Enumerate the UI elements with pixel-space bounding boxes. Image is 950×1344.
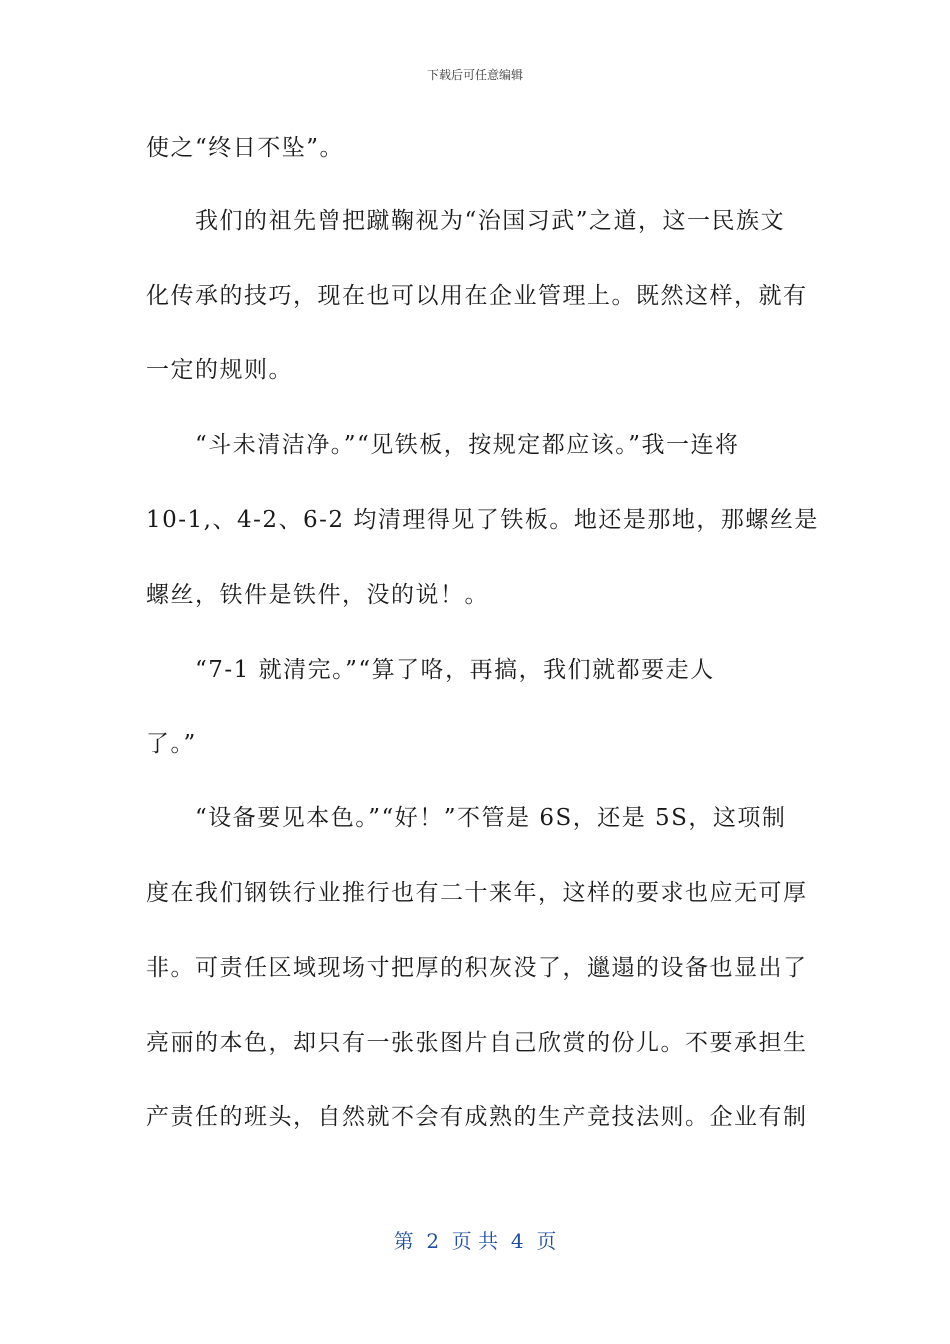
body-line: 产责任的班头，自然就不会有成熟的生产竞技法则。企业有制 [146,1104,808,1130]
body-line: “设备要见本色。”“好！”不管是 6S，还是 5S，这项制 [146,805,787,831]
page-number: 第 2 页 共 4 页 [393,1229,557,1253]
body-line: 一定的规则。 [146,357,293,383]
body-line: 螺丝，铁件是铁件，没的说！。 [146,582,489,608]
body-line: 化传承的技巧，现在也可以用在企业管理上。既然这样，就有 [146,283,808,309]
body-line: 非。可责任区域现场寸把厚的积灰没了，邋遢的设备也显出了 [146,955,808,981]
body-line: 10-1,、4-2、6-2 均清理得见了铁板。地还是那地，那螺丝是 [146,507,819,533]
page-header: 下载后可任意编辑 [426,68,523,82]
body-line: 亮丽的本色，却只有一张张图片自己欣赏的份儿。不要承担生 [146,1030,808,1056]
body-line: 度在我们钢铁行业推行也有二十来年，这样的要求也应无可厚 [146,880,808,906]
body-line: 使之“终日不坠”。 [146,135,345,161]
body-line: “斗未清洁净。”“见铁板，按规定都应该。”我一连将 [146,432,740,458]
body-line: “7-1 就清完。”“算了咯，再搞，我们就都要走人 [146,657,715,683]
body-line: 了。” [146,731,197,757]
body-line: 我们的祖先曾把蹴鞠视为“治国习武”之道，这一民族文 [146,208,786,234]
